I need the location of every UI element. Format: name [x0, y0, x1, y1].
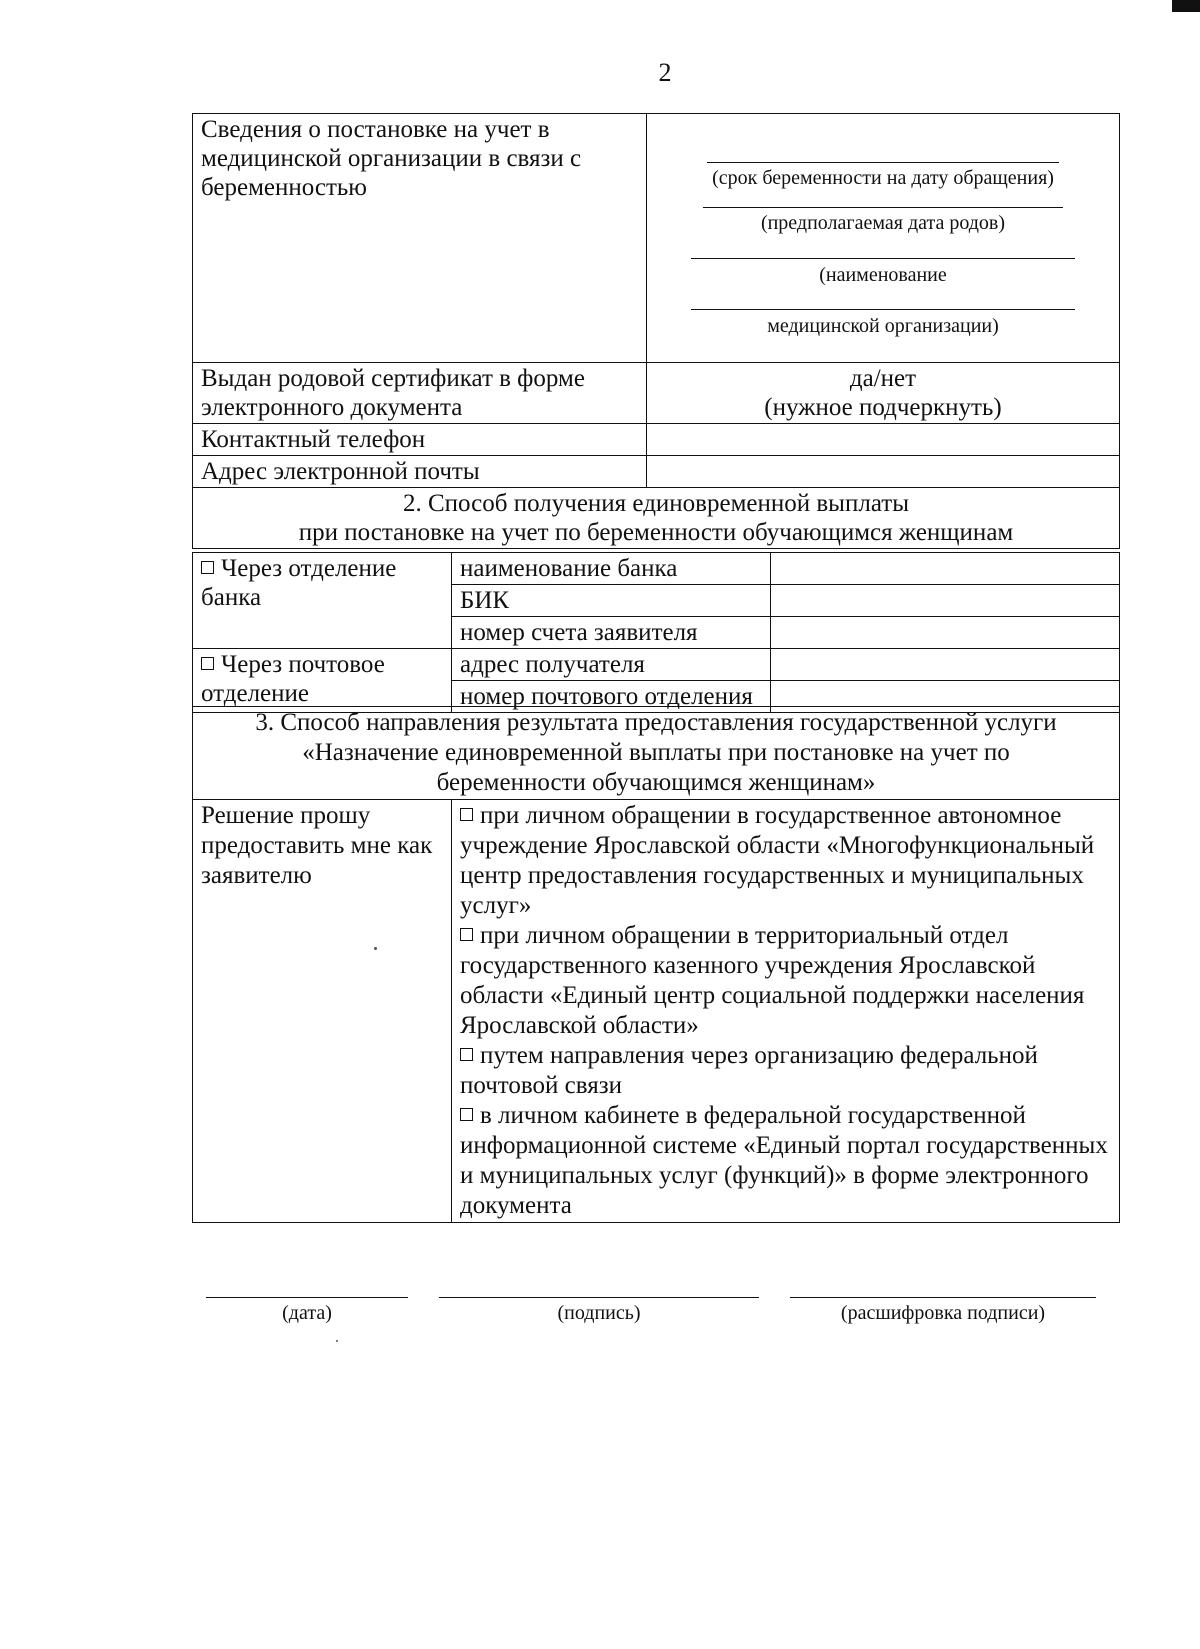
section3-title-line3: беременности обучающимся женщинам»: [436, 769, 876, 796]
recipient-address-label: адрес получателя: [452, 649, 771, 681]
email-row: [193, 456, 1120, 488]
phone-row: [193, 424, 1120, 456]
due-date-caption: (предполагаемая дата родов): [760, 212, 1006, 234]
post-option-label: Через почтовое отделение: [201, 651, 385, 707]
checkbox-icon[interactable]: [460, 808, 473, 821]
signature-decoding-field[interactable]: [790, 1297, 1096, 1325]
pregnancy-term-caption: (срок беременности на дату обращения): [712, 167, 1054, 189]
section2-title-line1: 2. Способ получения единовременной выплаты: [402, 490, 910, 517]
result-delivery-table: [192, 706, 1120, 1223]
post-row-1: [193, 649, 1120, 681]
birth-certificate-row: [193, 363, 1120, 424]
section2-heading-row: [193, 488, 1120, 549]
due-date-line[interactable]: [703, 207, 1063, 208]
checkbox-icon[interactable]: [460, 1048, 473, 1061]
signature-caption: (подпись): [557, 1302, 641, 1324]
account-number-label: номер счета заявителя: [452, 617, 771, 649]
birth-certificate-value-cell[interactable]: [647, 363, 1120, 424]
page-number: 2: [658, 58, 672, 87]
signature-decoding-caption: (расшифровка подписи): [840, 1302, 1046, 1324]
delivery-option-mfc[interactable]: при личном обращении в государственное автономное учреждение Ярославской области «Многофункциональный центр предоставления государственных и муниципальных услуг»: [460, 802, 1095, 919]
section3-heading-row: [193, 707, 1120, 800]
signature-field[interactable]: [439, 1297, 759, 1325]
bank-name-label: наименование банка: [452, 553, 771, 585]
date-signature-field[interactable]: [206, 1297, 408, 1325]
section3-heading: [193, 707, 1120, 800]
phone-field[interactable]: [647, 424, 1120, 456]
delivery-option-social-center[interactable]: при личном обращении в территориальный отдел государственного казенного учреждения Ярославской области «Единый центр социальной поддержки населения Ярославской области»: [460, 922, 1085, 1039]
bank-option-label: Через отделение банка: [201, 555, 397, 611]
email-field[interactable]: [647, 456, 1120, 488]
pregnancy-term-line[interactable]: [707, 162, 1059, 163]
delivery-options: [452, 800, 1120, 1223]
bank-name-field[interactable]: [771, 553, 1120, 585]
bik-label: БИК: [452, 585, 771, 617]
birth-certificate-hint: (нужное подчеркнуть): [764, 394, 1002, 421]
bik-field[interactable]: [771, 585, 1120, 617]
checkbox-icon[interactable]: [201, 657, 214, 670]
section2-title-line2: при постановке на учет по беременности обучающимся женщинам: [298, 519, 1014, 546]
recipient-address-field[interactable]: [771, 649, 1120, 681]
bank-row-1: [193, 553, 1120, 585]
medical-org-caption-1: (наименование: [819, 264, 947, 286]
scan-edge-mark: [1172, 0, 1200, 12]
delivery-option-gosuslugi[interactable]: в личном кабинете в федеральной государственной информационной системе «Единый портал государственных и муниципальных услуг (функций)» в форме электронного документа: [460, 1102, 1108, 1219]
scan-speck: [374, 947, 377, 950]
medical-org-line-2[interactable]: [691, 309, 1075, 310]
applicant-info-table: [192, 113, 1120, 549]
post-option[interactable]: [193, 649, 452, 713]
post-office-number-label: номер почтового отделения: [452, 681, 771, 713]
email-label: Адрес электронной почты: [193, 456, 647, 488]
bank-option[interactable]: [193, 553, 452, 649]
checkbox-icon[interactable]: [460, 1108, 473, 1121]
phone-label: Контактный телефон: [193, 424, 647, 456]
birth-certificate-value: да/нет: [849, 365, 917, 392]
delivery-label: Решение прошу предоставить мне как заявителю: [193, 800, 452, 1223]
checkbox-icon[interactable]: [460, 928, 473, 941]
scan-speck: [336, 1340, 338, 1342]
medical-org-line-1[interactable]: [691, 258, 1075, 259]
checkbox-icon[interactable]: [201, 561, 214, 574]
medical-org-caption-2: медицинской организации): [767, 315, 999, 337]
section3-title-line2: «Назначение единовременной выплаты при постановке на учет по: [302, 739, 1010, 766]
date-caption: (дата): [282, 1302, 332, 1324]
account-number-field[interactable]: [771, 617, 1120, 649]
pregnancy-registration-fields: [647, 114, 1120, 363]
section2-heading: [193, 488, 1120, 549]
delivery-option-post[interactable]: путем направления через организацию федеральной почтовой связи: [460, 1042, 1038, 1099]
section3-title-line1: 3. Способ направления результата предоставления государственной услуги: [255, 709, 1057, 736]
delivery-options-row: [193, 800, 1120, 1223]
pregnancy-registration-label: Сведения о постановке на учет в медицинской организации в связи с беременностью: [193, 114, 647, 363]
birth-certificate-label: Выдан родовой сертификат в форме электронного документа: [193, 363, 647, 424]
pregnancy-registration-row: [193, 114, 1120, 363]
payment-method-table: [192, 552, 1120, 713]
